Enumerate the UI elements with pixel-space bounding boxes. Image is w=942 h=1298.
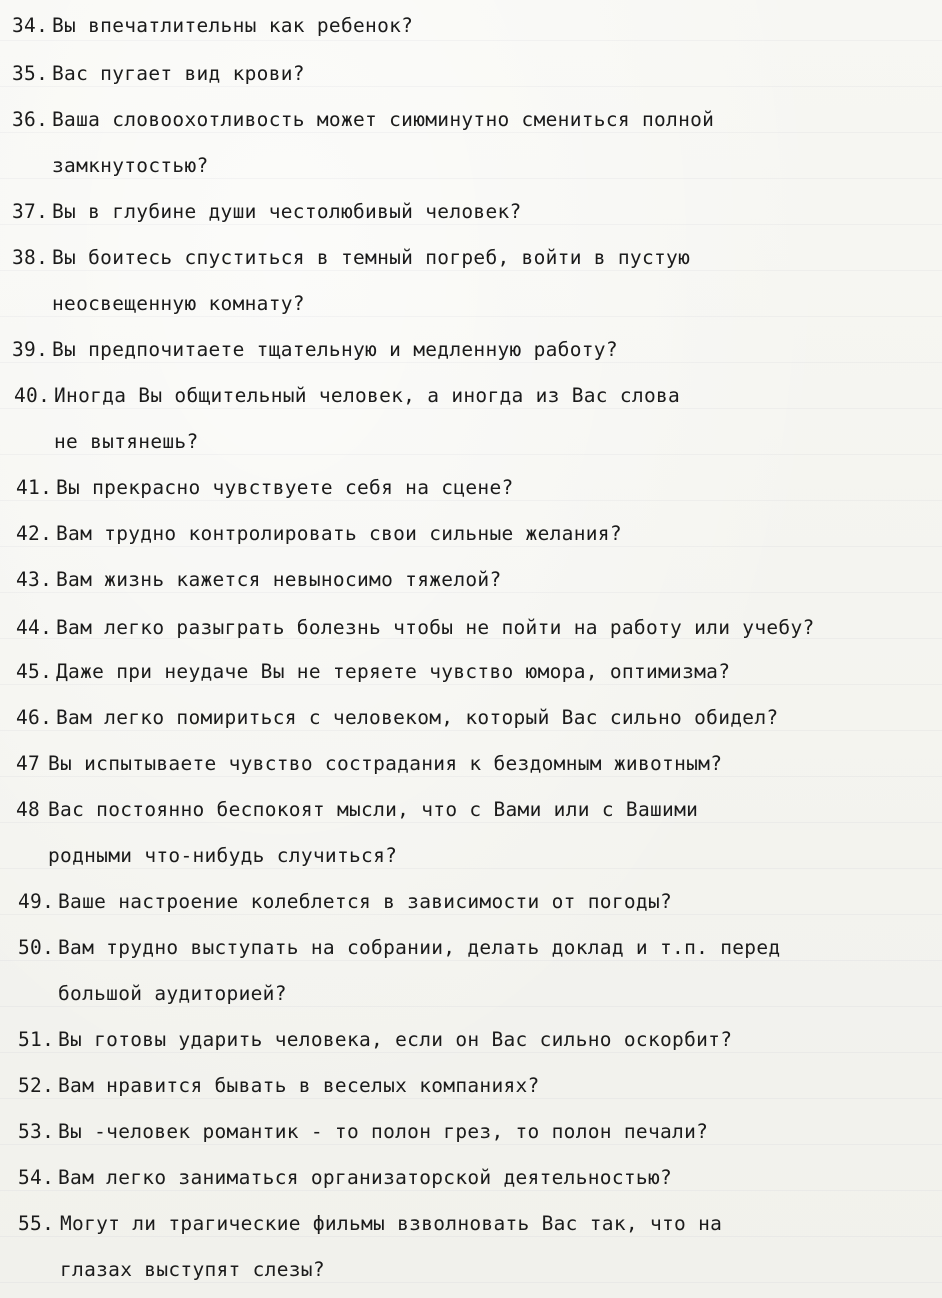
question-text: Вы -человек романтик - то полон грез, то полон печали? [58, 1120, 709, 1143]
question-number: 51. [18, 1028, 55, 1051]
question-text: Вы впечатлительны как ребенок? [52, 14, 414, 37]
show-through-line [0, 822, 942, 823]
question-number: 52. [18, 1074, 55, 1097]
question-number: 43. [16, 568, 53, 591]
question-text: Вы в глубине души честолюбивый человек? [52, 200, 522, 223]
question-text: Ваша словоохотливость может сиюминутно смениться полной [52, 108, 715, 131]
question-text: Вам нравится бывать в веселых компаниях? [58, 1074, 540, 1097]
question-text: Вам легко заниматься организаторской деятельностью? [58, 1166, 673, 1189]
question-text: Вы готовы ударить человека, если он Вас сильно оскорбит? [58, 1028, 733, 1051]
question-text: Ваше настроение колеблется в зависимости от погоды? [58, 890, 673, 913]
question-number: 54. [18, 1166, 55, 1189]
question-text: Вас пугает вид крови? [52, 62, 305, 85]
show-through-line [0, 1098, 942, 1099]
question-text: Вы прекрасно чувствуете себя на сцене? [56, 476, 514, 499]
question-number: 47 [16, 752, 41, 775]
question-number: 41. [16, 476, 53, 499]
question-number: 36. [12, 108, 49, 131]
show-through-line [0, 454, 942, 455]
question-number: 48 [16, 798, 41, 821]
question-text: Вы боитесь спуститься в темный погреб, войти в пустую [52, 246, 691, 269]
show-through-line [0, 224, 942, 225]
question-text: Могут ли трагические фильмы взволновать Вас так, что на [60, 1212, 723, 1235]
question-number: 50. [18, 936, 55, 959]
show-through-line [0, 1006, 942, 1007]
question-number: 39. [12, 338, 49, 361]
show-through-line [0, 1052, 942, 1053]
show-through-line [0, 684, 942, 685]
show-through-line [0, 270, 942, 271]
show-through-line [0, 408, 942, 409]
show-through-line [0, 1144, 942, 1145]
show-through-line [0, 730, 942, 731]
question-text-continuation: большой аудиторией? [58, 982, 287, 1005]
question-text: Вам трудно выступать на собрании, делать доклад и т.п. перед [58, 936, 781, 959]
question-number: 40. [14, 384, 51, 407]
show-through-line [0, 914, 942, 915]
show-through-line [0, 86, 942, 87]
show-through-line [0, 546, 942, 547]
question-number: 53. [18, 1120, 55, 1143]
question-text: Иногда Вы общительный человек, а иногда из Вас слова [54, 384, 681, 407]
show-through-line [0, 1282, 942, 1283]
question-number: 42. [16, 522, 53, 545]
question-number: 55. [18, 1212, 55, 1235]
show-through-line [0, 500, 942, 501]
question-number: 38. [12, 246, 49, 269]
question-number: 34. [12, 14, 49, 37]
show-through-line [0, 178, 942, 179]
question-text-continuation: не вытянешь? [54, 430, 199, 453]
question-text: Вам трудно контролировать свои сильные желания? [56, 522, 622, 545]
show-through-line [0, 1236, 942, 1237]
question-number: 35. [12, 62, 49, 85]
question-text-continuation: родными что-нибудь случиться? [48, 844, 398, 867]
question-number: 46. [16, 706, 53, 729]
show-through-line [0, 132, 942, 133]
show-through-line [0, 40, 942, 41]
show-through-line [0, 868, 942, 869]
show-through-line [0, 776, 942, 777]
question-text: Даже при неудаче Вы не теряете чувство юмора, оптимизма? [56, 660, 731, 683]
show-through-line [0, 592, 942, 593]
question-number: 49. [18, 890, 55, 913]
question-text: Вам легко помириться с человеком, который Вас сильно обидел? [56, 706, 779, 729]
question-text: Вам легко разыграть болезнь чтобы не пойти на работу или учебу? [56, 616, 815, 639]
show-through-line [0, 362, 942, 363]
question-text: Вы предпочитаете тщательную и медленную работу? [52, 338, 618, 361]
question-text-continuation: глазах выступят слезы? [60, 1258, 325, 1281]
question-number: 44. [16, 616, 53, 639]
question-text-continuation: неосвещенную комнату? [52, 292, 305, 315]
question-text: Вас постоянно беспокоят мысли, что с Вами или с Вашими [48, 798, 699, 821]
question-text: Вы испытываете чувство сострадания к бездомным животным? [48, 752, 723, 775]
show-through-line [0, 960, 942, 961]
question-text: Вам жизнь кажется невыносимо тяжелой? [56, 568, 502, 591]
question-text-continuation: замкнутостью? [52, 154, 209, 177]
show-through-line [0, 1190, 942, 1191]
question-number: 45. [16, 660, 53, 683]
question-number: 37. [12, 200, 49, 223]
show-through-line [0, 316, 942, 317]
